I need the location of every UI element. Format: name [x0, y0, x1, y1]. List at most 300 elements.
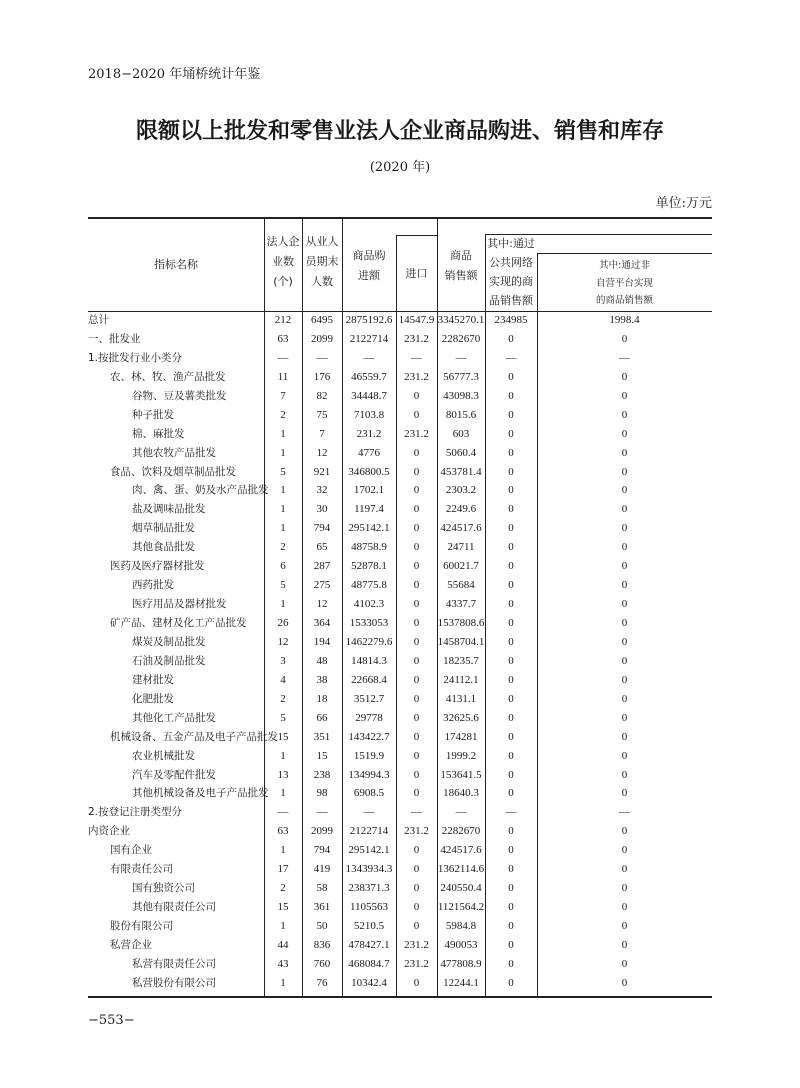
cell-value: 0	[508, 654, 514, 667]
row-label: 国有独资公司	[132, 882, 195, 895]
cell-value: 0	[621, 730, 628, 743]
cell-value: 0	[621, 446, 628, 459]
row-label: 农业机械批发	[132, 749, 195, 762]
cell-value: —	[411, 806, 422, 819]
cell-value: 2	[280, 692, 286, 705]
cell-value: 238371.3	[348, 882, 390, 895]
header-line: 实现的商	[489, 275, 533, 288]
cell-value: 1	[280, 844, 286, 857]
table-row	[88, 519, 712, 538]
cell-value: 0	[621, 882, 628, 895]
row-label: 总计	[88, 314, 109, 326]
cell-value: —	[619, 351, 630, 364]
row-label: 其他食品批发	[132, 541, 195, 554]
table-row	[88, 557, 712, 576]
cell-value: 7103.8	[353, 408, 385, 421]
header-enterprises	[264, 232, 302, 292]
cell-value: 0	[508, 920, 514, 932]
row-label: 其他有限责任公司	[132, 901, 216, 914]
cell-value: —	[619, 806, 630, 819]
header-line: 其中:通过非	[599, 260, 650, 271]
cell-value: 194	[313, 635, 331, 648]
header-line: 业数	[272, 255, 294, 268]
cell-value: 1519.9	[353, 749, 385, 762]
cell-value: 153641.5	[440, 768, 482, 781]
cell-value: 1702.1	[353, 484, 385, 497]
cell-value: 7	[280, 389, 286, 402]
cell-value: 0	[508, 901, 514, 914]
cell-value: 0	[508, 503, 514, 516]
cell-value: 0	[413, 541, 420, 554]
header-line: 员期末	[305, 255, 339, 268]
cell-value: 2122714	[349, 332, 389, 345]
cell-value: 66	[316, 711, 328, 724]
cell-value: 0	[621, 465, 628, 478]
header-line: 自营平台实现	[595, 277, 653, 289]
cell-value: 43098.3	[443, 389, 479, 402]
cell-value: 287	[313, 560, 331, 573]
row-label: 一、批发业	[88, 332, 141, 345]
page-number: −553−	[88, 1013, 135, 1028]
cell-value: 238	[313, 768, 331, 781]
cell-value: 0	[621, 844, 628, 857]
cell-value: 0	[508, 332, 514, 345]
cell-value: 0	[621, 976, 628, 989]
cell-value: 212	[274, 314, 292, 326]
cell-value: 0	[508, 541, 514, 554]
table-row	[88, 330, 712, 349]
cell-value: 0	[413, 560, 420, 573]
cell-value: 2122714	[349, 825, 389, 838]
cell-value: 7	[319, 427, 325, 440]
cell-value: 48	[316, 654, 328, 667]
row-label: 国有企业	[110, 844, 152, 857]
table-row	[88, 860, 712, 879]
cell-value: 0	[413, 692, 420, 705]
cell-value: 12244.1	[443, 976, 479, 989]
row-label: 有限责任公司	[110, 863, 173, 876]
row-label: 医疗用品及器材批发	[132, 598, 227, 611]
cell-value: 0	[508, 749, 514, 762]
header-sales	[437, 246, 485, 286]
cell-value: 1	[280, 427, 286, 440]
header-online-sales	[485, 234, 537, 310]
table-row	[88, 538, 712, 557]
cell-value: 5984.8	[445, 920, 477, 932]
cell-value: 0	[413, 882, 420, 895]
cell-value: 0	[621, 598, 628, 611]
cell-value: 351	[313, 730, 331, 743]
table-row	[88, 652, 712, 671]
cell-value: 794	[313, 522, 331, 535]
cell-value: 0	[413, 673, 420, 686]
table-row	[88, 349, 712, 368]
table-row	[88, 481, 712, 500]
cell-value: 0	[508, 617, 514, 629]
cell-value: 0	[508, 465, 514, 478]
cell-value: 0	[413, 711, 420, 724]
cell-value: 5210.5	[353, 920, 385, 932]
header-line: 法人企	[266, 235, 300, 248]
cell-value: 1	[280, 749, 286, 762]
cell-value: 603	[452, 427, 470, 440]
cell-value: 0	[621, 635, 628, 648]
cell-value: 0	[413, 901, 420, 914]
row-label: 其他农牧产品批发	[132, 446, 216, 459]
cell-value: 0	[413, 389, 420, 402]
cell-value: 5	[280, 465, 286, 478]
row-label: 石油及制品批发	[132, 654, 206, 667]
cell-value: 794	[313, 844, 331, 857]
cell-value: 0	[621, 673, 628, 686]
cell-value: 0	[413, 465, 420, 478]
cell-value: 231.2	[404, 825, 429, 838]
cell-value: 0	[413, 522, 420, 535]
cell-value: 1362114.6	[437, 863, 485, 876]
cell-value: 0	[508, 768, 514, 781]
cell-value: 2282670	[441, 332, 481, 345]
cell-value: 361	[313, 901, 331, 914]
cell-value: 17	[277, 863, 289, 876]
cell-value: 55684	[447, 579, 475, 592]
cell-value: 26	[277, 617, 289, 629]
cell-value: 4131.1	[445, 692, 477, 705]
cell-value: —	[363, 351, 375, 364]
table-year: (2020 年)	[369, 160, 431, 175]
table-row	[88, 917, 712, 936]
cell-value: 63	[277, 825, 289, 838]
row-label: 西药批发	[132, 579, 174, 592]
cell-value: 1533053	[349, 617, 389, 629]
cell-value: 1	[280, 522, 286, 535]
header-line: 其中:通过	[487, 237, 535, 250]
cell-value: —	[455, 351, 467, 364]
cell-value: 2875192.6	[345, 314, 393, 326]
cell-value: 1	[280, 446, 286, 459]
cell-value: 18235.7	[443, 654, 479, 667]
cell-value: 0	[508, 882, 514, 895]
cell-value: —	[363, 806, 375, 819]
cell-value: 1343934.3	[345, 863, 393, 876]
table-row	[88, 387, 712, 406]
cell-value: 76	[316, 976, 328, 989]
cell-value: 0	[508, 957, 514, 970]
table-row	[88, 368, 712, 387]
cell-value: 4776	[358, 446, 380, 459]
cell-value: —	[316, 806, 328, 819]
cell-value: 0	[621, 825, 628, 838]
row-label: 股份有限公司	[110, 920, 173, 932]
cell-value: 0	[508, 938, 514, 951]
cell-value: 478427.1	[348, 938, 390, 951]
cell-value: 1	[280, 787, 286, 800]
cell-value: 2	[280, 882, 286, 895]
table-row	[88, 728, 712, 747]
table-row	[88, 444, 712, 463]
cell-value: 0	[413, 598, 420, 611]
table-row	[88, 614, 712, 633]
row-label: 种子批发	[132, 408, 174, 421]
cell-value: 24112.1	[443, 673, 479, 686]
cell-value: 48775.8	[351, 579, 387, 592]
cell-value: 1999.2	[445, 749, 477, 762]
cell-value: 275	[313, 579, 331, 592]
unit-label: 单位:万元	[655, 196, 712, 211]
cell-value: 2282670	[441, 825, 481, 838]
cell-value: 5060.4	[445, 446, 477, 459]
cell-value: 143422.7	[348, 730, 390, 743]
cell-value: 0	[508, 389, 514, 402]
cell-value: 0	[621, 541, 628, 554]
cell-value: 231.2	[356, 427, 382, 440]
cell-value: 10342.4	[351, 976, 387, 989]
row-label: 1.按批发行业小类分	[88, 351, 183, 364]
row-label: 盐及调味品批发	[132, 503, 206, 516]
cell-value: 30	[316, 503, 328, 516]
cell-value: 52878.1	[351, 560, 387, 573]
cell-value: 5	[280, 579, 286, 592]
row-label: 医药及医疗器材批发	[110, 560, 205, 573]
cell-value: 0	[413, 844, 420, 857]
cell-value: 15	[277, 901, 289, 914]
header-employees	[302, 232, 342, 292]
table-row	[88, 311, 712, 330]
row-label: 私营企业	[110, 938, 152, 951]
cell-value: 0	[508, 863, 514, 876]
cell-value: 0	[621, 654, 628, 667]
row-label: 肉、禽、蛋、奶及水产品批发	[132, 484, 269, 497]
cell-value: 15	[316, 749, 328, 762]
cell-value: 0	[621, 920, 628, 932]
cell-value: 0	[508, 976, 514, 989]
table-row	[88, 463, 712, 482]
row-label: 矿产品、建材及化工产品批发	[110, 617, 247, 629]
cell-value: —	[505, 806, 517, 819]
row-label: 农、林、牧、渔产品批发	[110, 370, 226, 383]
header-purchases	[342, 246, 396, 286]
cell-value: 6	[280, 560, 286, 573]
cell-value: 0	[508, 692, 514, 705]
cell-value: 29778	[355, 711, 383, 724]
cell-value: 295142.1	[348, 522, 390, 535]
cell-value: 2303.2	[445, 484, 477, 497]
cell-value: 22668.4	[351, 673, 387, 686]
cell-value: —	[505, 351, 517, 364]
cell-value: 0	[621, 711, 628, 724]
cell-value: 231.2	[404, 957, 429, 970]
cell-value: 43	[277, 957, 289, 970]
running-header: 2018−2020 年埇桥统计年鉴	[88, 67, 261, 82]
cell-value: 0	[508, 673, 514, 686]
cell-value: 231.2	[404, 332, 429, 345]
cell-value: 0	[508, 787, 514, 800]
header-sub-rule	[537, 253, 712, 254]
cell-value: 46559.7	[351, 370, 387, 383]
cell-value: 3	[280, 654, 286, 667]
cell-value: 424517.6	[440, 522, 482, 535]
cell-value: 477808.9	[440, 957, 482, 970]
cell-value: 0	[621, 692, 628, 705]
cell-value: 0	[621, 938, 628, 951]
cell-value: 15	[277, 730, 289, 743]
cell-value: 0	[621, 560, 628, 573]
table-row	[88, 841, 712, 860]
cell-value: 2249.6	[445, 503, 477, 516]
cell-value: 1	[280, 598, 286, 611]
cell-value: 295142.1	[348, 844, 390, 857]
cell-value: 0	[413, 920, 420, 932]
cell-value: 0	[508, 484, 514, 497]
table-row	[88, 709, 712, 728]
cell-value: 0	[621, 427, 628, 440]
cell-value: 0	[621, 332, 628, 345]
cell-value: 50	[316, 920, 328, 932]
cell-value: 0	[621, 901, 628, 914]
cell-value: 0	[621, 408, 628, 421]
cell-value: 231.2	[404, 938, 429, 951]
cell-value: 11	[277, 370, 289, 383]
header-third-party-sales	[537, 257, 712, 310]
cell-value: 1121564.2	[437, 901, 485, 914]
cell-value: 134994.3	[348, 768, 390, 781]
header-line: 人数	[311, 275, 333, 288]
row-label: 内资企业	[88, 825, 130, 838]
row-label: 2.按登记注册类型分	[88, 806, 183, 819]
page-title: 限额以上批发和零售业法人企业商品购进、销售和库存	[135, 119, 664, 144]
cell-value: 0	[413, 446, 420, 459]
table-row	[88, 425, 712, 444]
cell-value: —	[411, 351, 422, 364]
row-label: 建材批发	[132, 673, 174, 686]
header-sub-rule	[396, 235, 437, 236]
cell-value: 0	[413, 484, 420, 497]
cell-value: 14547.9	[398, 314, 435, 326]
cell-value: 0	[621, 863, 628, 876]
cell-value: 38	[316, 673, 328, 686]
cell-value: 419	[313, 863, 331, 876]
cell-value: 75	[316, 408, 328, 421]
cell-value: 3512.7	[353, 692, 385, 705]
cell-value: 0	[413, 863, 420, 876]
row-label: 汽车及零配件批发	[132, 768, 216, 781]
table-row	[88, 822, 712, 841]
cell-value: 34448.7	[351, 389, 387, 402]
cell-value: 836	[313, 938, 331, 951]
cell-value: 2099	[311, 332, 333, 345]
cell-value: 1	[280, 920, 286, 932]
cell-value: 490053	[444, 938, 478, 951]
header-imports: 进口	[405, 267, 428, 280]
cell-value: 231.2	[404, 370, 429, 383]
cell-value: 12	[316, 598, 328, 611]
cell-value: —	[277, 806, 289, 819]
cell-value: 0	[413, 503, 420, 516]
cell-value: 0	[621, 787, 628, 800]
cell-value: 4102.3	[353, 598, 385, 611]
cell-value: 424517.6	[440, 844, 482, 857]
cell-value: 0	[508, 598, 514, 611]
cell-value: 234985	[494, 314, 528, 326]
cell-value: 18640.3	[443, 787, 479, 800]
cell-value: 18	[316, 692, 328, 705]
row-label: 煤炭及制品批发	[132, 635, 206, 648]
table-row	[88, 936, 712, 955]
cell-value: 921	[313, 465, 331, 478]
cell-value: 56777.3	[443, 370, 479, 383]
table-body	[88, 311, 712, 993]
header-line: 公共网络	[489, 256, 533, 269]
row-label: 机械设备、五金产品及电子产品批发	[110, 730, 278, 743]
cell-value: 0	[413, 617, 420, 629]
cell-value: 14814.3	[351, 654, 387, 667]
cell-value: 63	[277, 332, 289, 345]
cell-value: 1458704.1	[437, 635, 485, 648]
table-row	[88, 766, 712, 785]
table-row	[88, 576, 712, 595]
row-label: 私营有限责任公司	[132, 957, 216, 970]
cell-value: 760	[313, 957, 331, 970]
row-label: 食品、饮料及烟草制品批发	[110, 465, 236, 478]
row-label: 棉、麻批发	[132, 427, 185, 440]
cell-value: 0	[508, 370, 514, 383]
cell-value: 82	[316, 389, 328, 402]
cell-value: 4	[280, 673, 286, 686]
cell-value: 240550.4	[440, 882, 482, 895]
cell-value: 0	[621, 749, 628, 762]
cell-value: 24711	[447, 541, 475, 554]
cell-value: 44	[277, 938, 289, 951]
cell-value: 32	[316, 484, 328, 497]
cell-value: 0	[621, 522, 628, 535]
cell-value: 0	[508, 711, 514, 724]
row-label: 私营股份有限公司	[132, 976, 216, 989]
cell-value: 32625.6	[443, 711, 479, 724]
table-bottom-rule	[88, 996, 712, 998]
cell-value: 65	[316, 541, 328, 554]
cell-value: 0	[508, 522, 514, 535]
cell-value: 12	[316, 446, 328, 459]
cell-value: 0	[508, 730, 514, 743]
row-label: 谷物、豆及薯类批发	[132, 389, 227, 402]
row-label: 其他机械设备及电子产品批发	[132, 787, 269, 800]
row-label: 其他化工产品批发	[132, 711, 216, 724]
table-row	[88, 747, 712, 766]
cell-value: 48758.9	[351, 541, 387, 554]
cell-value: 0	[621, 389, 628, 402]
table-row	[88, 671, 712, 690]
header-line: 从业人	[305, 235, 339, 248]
cell-value: 0	[413, 654, 420, 667]
cell-value: 0	[621, 503, 628, 516]
table-row	[88, 879, 712, 898]
cell-value: 0	[413, 768, 420, 781]
header-name: 指标名称	[154, 258, 198, 271]
cell-value: 0	[508, 844, 514, 857]
cell-value: 0	[413, 749, 420, 762]
table-row	[88, 955, 712, 974]
cell-value: 0	[508, 408, 514, 421]
cell-value: 0	[508, 579, 514, 592]
cell-value: 98	[316, 787, 328, 800]
cell-value: 2099	[311, 825, 333, 838]
cell-value: 60021.7	[443, 560, 479, 573]
header-line: 的商品销售额	[595, 295, 653, 306]
header-line: (个)	[273, 275, 293, 288]
cell-value: 1	[280, 484, 286, 497]
cell-value: 0	[621, 617, 628, 629]
cell-value: 6495	[311, 314, 333, 326]
row-label: 烟草制品批发	[132, 522, 195, 535]
